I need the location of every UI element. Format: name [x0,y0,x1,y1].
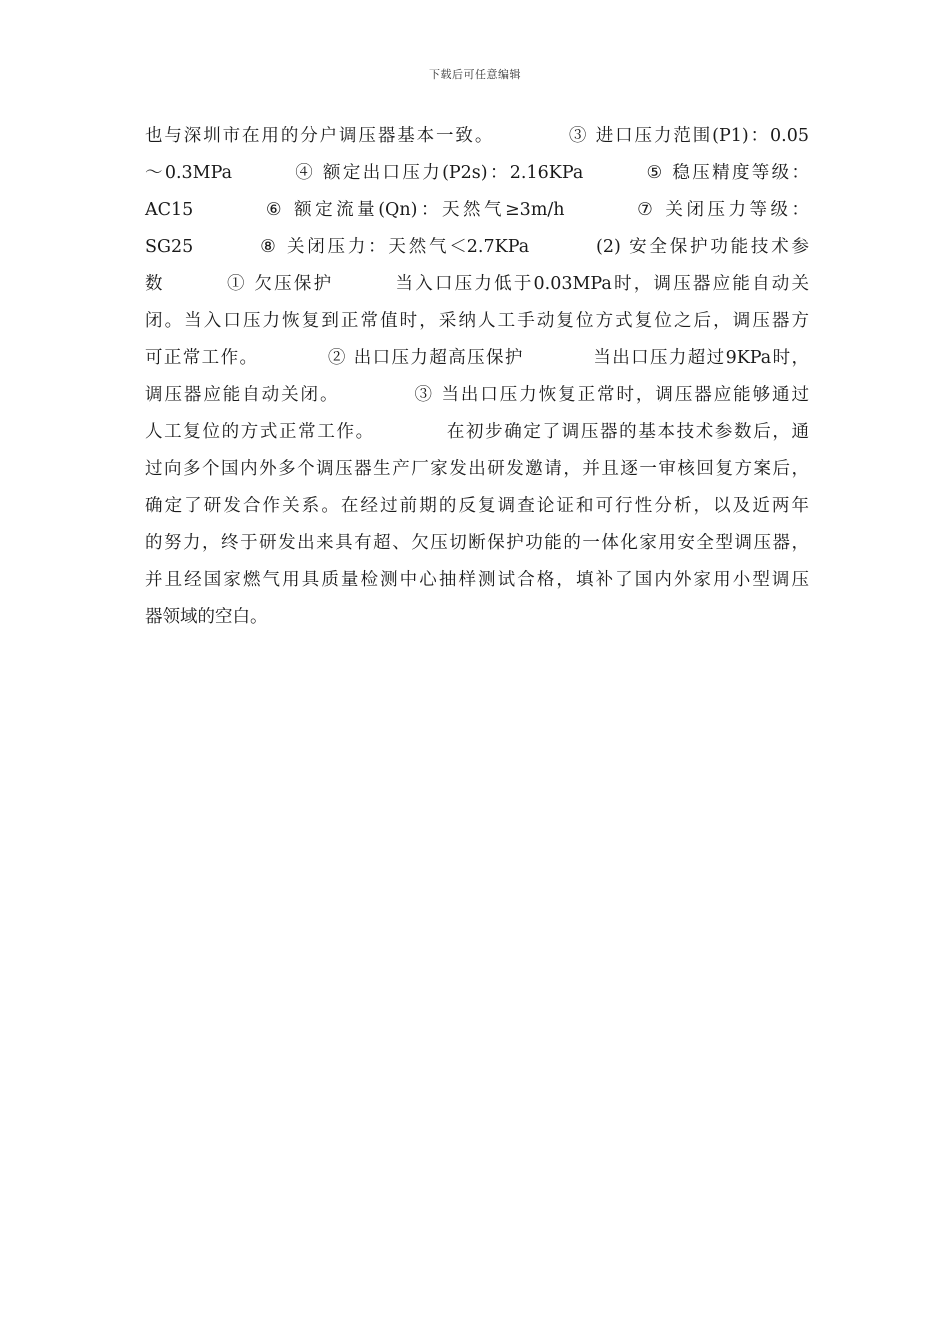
document-body [145,118,809,636]
text-line: 可正常工作。 ② 出口压力超高压保护 当出口压力超过9KPa时， [145,348,809,368]
text-line: 也与深圳市在用的分户调压器基本一致。 ③ 进口压力范围(P1)：0.05 [145,126,809,146]
text-line: 调压器应能自动关闭。 ③ 当出口压力恢复正常时，调压器应能够通过 [145,385,809,405]
text-line: 人工复位的方式正常工作。 在初步确定了调压器的基本技术参数后，通 [145,422,809,442]
text-line: 器领域的空白。 [145,607,268,627]
page-header-note: 下载后可任意编辑 [429,68,521,81]
text-line: 过向多个国内外多个调压器生产厂家发出研发邀请，并且逐一审核回复方案后， [145,459,809,479]
text-line: ～0.3MPa ④ 额定出口压力(P2s)：2.16KPa ⑤ 稳压精度等级： [145,163,809,183]
text-line: 的努力，终于研发出来具有超、欠压切断保护功能的一体化家用安全型调压器， [145,533,809,553]
text-line: 闭。当入口压力恢复到正常值时，采纳人工手动复位方式复位之后，调压器方 [145,311,809,331]
text-line: AC15 ⑥ 额定流量(Qn)：天然气≥3m/h ⑦ 关闭压力等级： [145,200,809,220]
text-line: SG25 ⑧ 关闭压力：天然气＜2.7KPa (2) 安全保护功能技术参 [145,237,809,257]
text-line: 数 ① 欠压保护 当入口压力低于0.03MPa时，调压器应能自动关 [145,274,809,294]
text-line: 确定了研发合作关系。在经过前期的反复调查论证和可行性分析，以及近两年 [145,496,809,516]
text-line: 并且经国家燃气用具质量检测中心抽样测试合格，填补了国内外家用小型调压 [145,570,809,590]
